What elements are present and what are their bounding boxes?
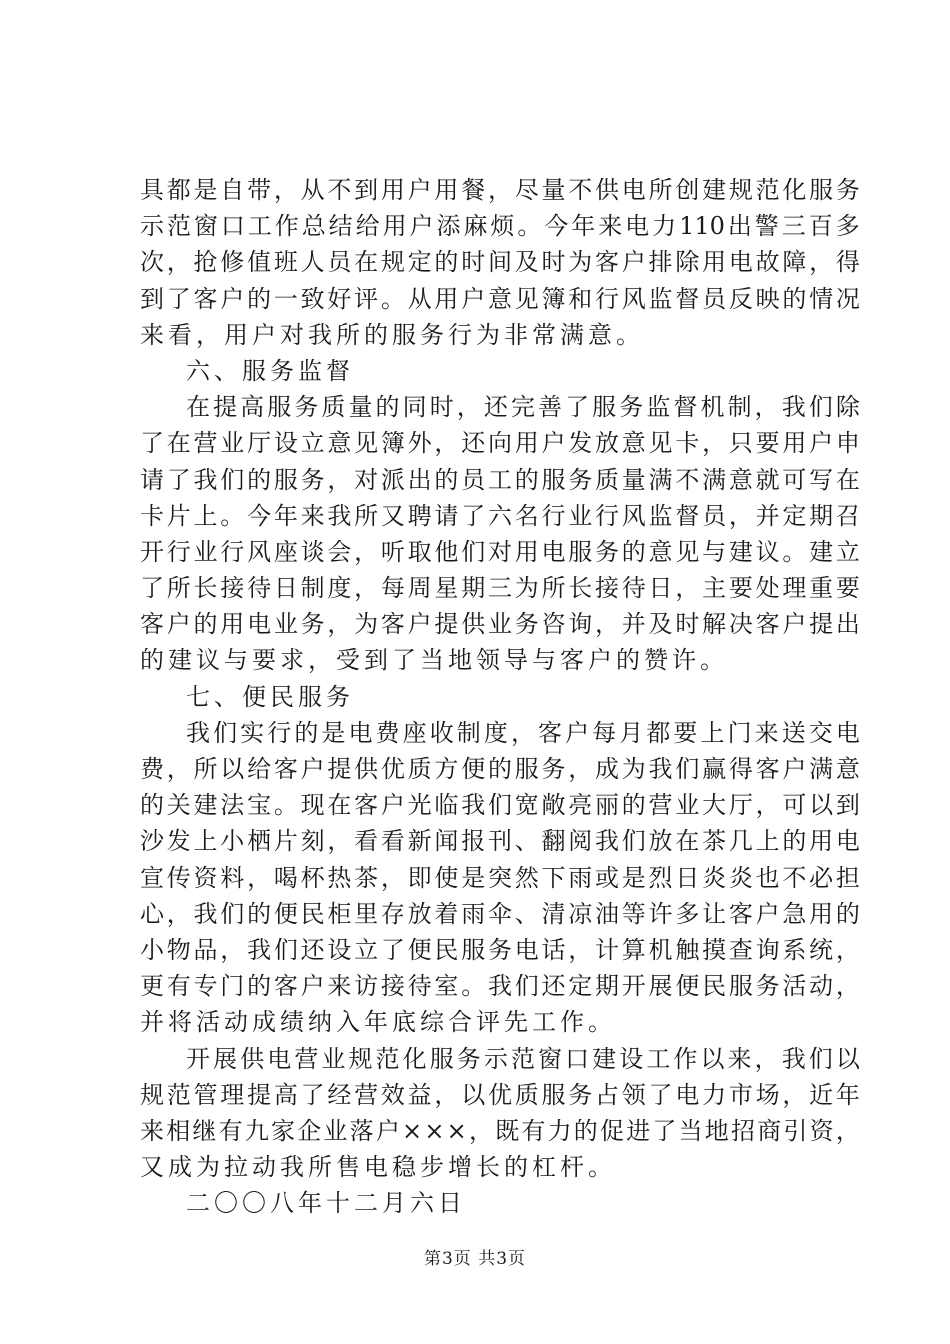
document-body	[140, 172, 860, 1221]
paragraph-line: 的 关 建 法 宝 。 现 在 客 户 光 临 我 们 宽 敞 亮 丽 的 营 业 大 厅 ， 可 以 到	[140, 791, 860, 820]
paragraph-line: 心 ， 我 们 的 便 民 柜 里 存 放 着 雨 伞 、 清 凉 油 等 许 多 让 客 户 急 用 的	[140, 899, 860, 928]
paragraph-line: 来 相 继 有 九 家 企 业 落 户 × × × ， 既 有 力 的 促 进 了 当 地 招 商 引 资 ，	[140, 1116, 860, 1145]
paragraph-line: 小 物 品 ， 我 们 还 设 立 了 便 民 服 务 电 话 ， 计 算 机 触 摸 查 询 系 统 ，	[140, 935, 860, 964]
paragraph-line: 更 有 专 门 的 客 户 来 访 接 待 室 。 我 们 还 定 期 开 展 便 民 服 务 活 动 ，	[140, 972, 860, 1001]
paragraph-line: 了 在 营 业 厅 设 立 意 见 簿 外 ， 还 向 用 户 发 放 意 见 卡 ， 只 要 用 户 申	[140, 429, 860, 458]
paragraph-line: 具 都 是 自 带 ， 从 不 到 用 户 用 餐 ， 尽 量 不 供 电 所 创 建 规 范 化 服 务	[140, 176, 860, 204]
paragraph-line: 开 展 供 电 营 业 规 范 化 服 务 示 范 窗 口 建 设 工 作 以 来 ， 我 们 以	[186, 1044, 860, 1073]
paragraph-line: 了 所 长 接 待 日 制 度 ， 每 周 星 期 三 为 所 长 接 待 日 ， 主 要 处 理 重 要	[140, 574, 860, 603]
page-footer: 第3页 共3页	[423, 1249, 527, 1269]
paragraph-line: 到 了 客 户 的 一 致 好 评 。 从 用 户 意 见 簿 和 行 风 监 督 员 反 映 的 情 况	[140, 284, 860, 313]
paragraph-line: 我 们 实 行 的 是 电 费 座 收 制 度 ， 客 户 每 月 都 要 上 门 来 送 交 电	[186, 718, 860, 747]
paragraph-line: 次 ， 抢 修 值 班 人 员 在 规 定 的 时 间 及 时 为 客 户 排 除 用 电 故 障 ， 得	[140, 248, 860, 277]
paragraph-line: 请 了 我 们 的 服 务 ， 对 派 出 的 员 工 的 服 务 质 量 满 不 满 意 就 可 写 在	[140, 465, 860, 494]
paragraph-line: 并将活动成绩纳入年底综合评先工作。	[140, 1008, 616, 1037]
paragraph-line: 卡 片 上 。 今 年 来 我 所 又 聘 请 了 六 名 行 业 行 风 监 督 员 ， 并 定 期 召	[140, 501, 860, 530]
paragraph-line: 规 范 管 理 提 高 了 经 营 效 益 ， 以 优 质 服 务 占 领 了 电 力 市 场 ， 近 年	[140, 1080, 860, 1109]
paragraph-line: 开 行 业 行 风 座 谈 会 ， 听 取 他 们 对 用 电 服 务 的 意 见 与 建 议 。 建 立	[140, 537, 860, 566]
paragraph-line: 费 ， 所 以 给 客 户 提 供 优 质 方 便 的 服 务 ， 成 为 我 们 赢 得 客 户 满 意	[140, 755, 860, 783]
paragraph-line: 在 提 高 服 务 质 量 的 同 时 ， 还 完 善 了 服 务 监 督 机 制 ， 我 们 除	[186, 393, 860, 422]
paragraph-line: 客 户 的 用 电 业 务 ， 为 客 户 提 供 业 务 咨 询 ， 并 及 时 解 决 客 户 提 出	[140, 610, 860, 639]
paragraph-line: 示 范 窗 口 工 作 总 结 给 用 户 添 麻 烦 。 今 年 来 电 力 110 出 警 三 百 多	[140, 212, 860, 241]
paragraph-line: 的建议与要求，受到了当地领导与客户的赞许。	[140, 646, 728, 675]
paragraph-line: 来看，用户对我所的服务行为非常满意。	[140, 320, 644, 349]
section-heading: 六、服务监督	[186, 356, 354, 385]
section-heading: 七、便民服务	[186, 682, 354, 711]
section-heading: 二〇〇八年十二月六日	[186, 1189, 466, 1218]
paragraph-line: 又成为拉动我所售电稳步增长的杠杆。	[140, 1153, 616, 1182]
paragraph-line: 宣 传 资 料 ， 喝 杯 热 茶 ， 即 使 是 突 然 下 雨 或 是 烈 日 炎 炎 也 不 必 担	[140, 863, 860, 892]
paragraph-line: 沙 发 上 小 栖 片 刻 ， 看 看 新 闻 报 刊 、 翻 阅 我 们 放 在 茶 几 上 的 用 电	[140, 827, 860, 856]
